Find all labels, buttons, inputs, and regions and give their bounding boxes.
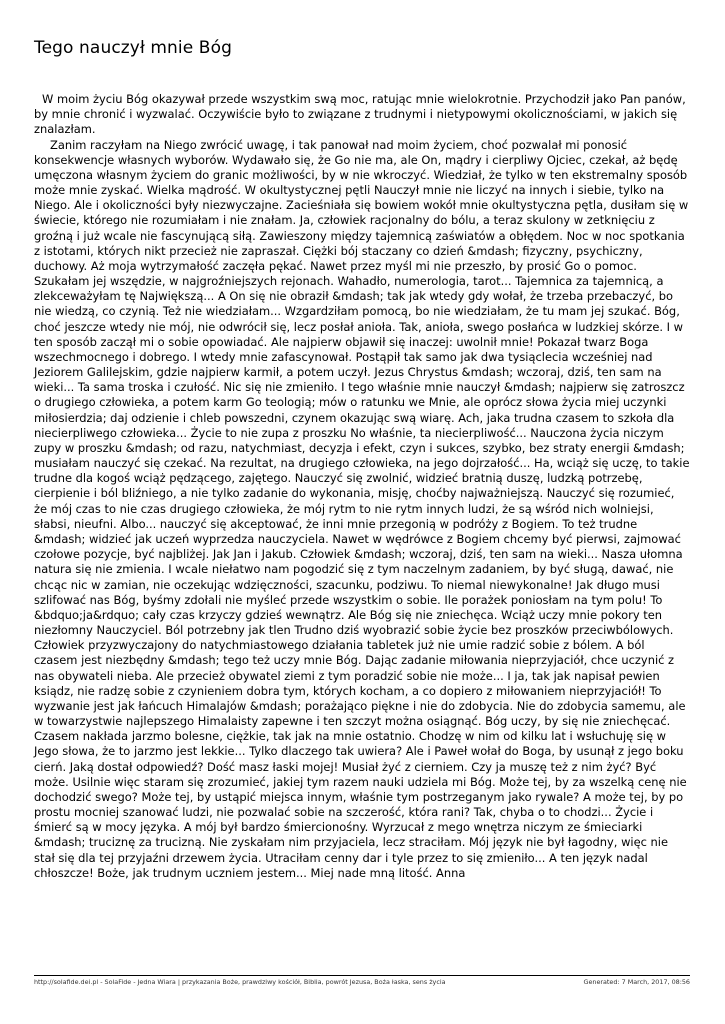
footer-source-link[interactable]: http://solafide.dei.pl - SolaFide - Jedna Wiara | przykazania Boże, prawdziwy kościół, Biblia, powrót Jezusa, Boża łaska, sens życia <box>34 978 446 986</box>
article-paragraph-1: W moim życiu Bóg okazywał przede wszystkim swą moc, ratując mnie wielokrotnie. Przychodził jako Pan panów, by mnie chronić i wyzwalać. Oczywiście było to związane z trudnymi i nietypowymi okolicznościami, w jakich się znalazłam. <box>34 92 686 137</box>
article-paragraph-2: Zanim raczyłam na Niego zwrócić uwagę, i tak panował nad moim życiem, choć pozwalał mi ponosić konsekwencje własnych wyborów. Wydawało się, że Go nie ma, ale On, mądry i cierpliwy Ojciec, czekał, aż będę umęczona własnym życiem do granic możliwości, by w nie wkroczyć. Wiedział, że tylko w ten ekstremalny sposób może mnie zyskać. Wielka mądrość. W okultystycznej pętli Nauczył mnie nie liczyć na innych i siebie, tylko na Niego. Ale i okoliczności były niezwyczajne. Zacieśniała się bowiem wokół mnie okultystyczna pętla, dusiłam się w świecie, którego nie rozumiałam i nie znałam. Ja, człowiek racjonalny do bólu, a teraz skulony w zetknięciu z groźną i już wcale nie fascynującą siłą. Zawieszony między tajemnicą zaświatów a obłędem. Noc w noc spotkania z istotami, których nikt przecież nie zapraszał. Ciężki bój staczany co dzień &mdash; fizyczny, psychiczny, duchowy. Aż moja wytrzymałość zaczęła pękać. Nawet przez myśl mi nie przeszło, by prosić Go o pomoc. Szukałam jej wszędzie, w najgroźniejszych rejonach. Wahadło, numerologia, tarot... Tajemnica za tajemnicą, a zlekceważyłam tę Największą... A On się nie obraził &mdash; tak jak wtedy gdy wołał, że trzeba przebaczyć, bo nie wiedzą, co czynią. Też nie wiedziałam... Wzgardziłam pomocą, bo nie wiedziałam, że tu mam jej szukać. Bóg, choć jeszcze wtedy nie mój, nie odwrócił się, lecz posłał anioła. Tak, anioła, swego posłańca w ludzkiej skórze. I w ten sposób zaczął mi o sobie opowiadać. Ale najpierw objawił się inaczej: uwolnił mnie! Pokazał twarz Boga wszechmocnego i dobrego. I wtedy mnie zafascynował. Postąpił tak samo jak dwa tysiąclecia wcześniej nad Jeziorem Galilejskim, gdzie najpierw karmił, a potem uczył. Jezus Chrystus &mdash; wczoraj, dziś, ten sam na wieki... Ta sama troska i czułość. Nic się nie zmieniło. I tego właśnie mnie nauczył &mdash; najpierw się zatroszcz o drugiego człowieka, a potem karm Go teologią; mów o ratunku we Mnie, ale oprócz słowa życia miej uczynki miłosierdzia; daj odzienie i chleb powszedni, czynem okazując swą wiarę. Ach, jaka trudna czasem to szkoła dla niecierpliwego człowieka... Życie to nie zupa z proszku No właśnie, ta niecierpliwość... Nauczona życia niczym zupy w proszku &mdash; od razu, natychmiast, decyzja i efekt, czyn i sukces, szybko, bez straty energii &mdash; musiałam nauczyć się czekać. Na rezultat, na drugiego człowieka, na jego dojrzałość... Ha, wciąż się uczę, to takie trudne dla kogoś wciąż pędzącego, zajętego. Nauczyć się zwolnić, widzieć bratnią duszę, ludzką potrzebę, cierpienie i ból bliźniego, a nie tylko zadanie do wykonania, misję, choćby najważniejszą. Nauczyć się rozumieć, że mój czas to nie czas drugiego człowieka, że mój rytm to nie rytm innych ludzi, że są wśród nich wolniejsi, słabsi, nieufni. Albo... nauczyć się akceptować, że inni mnie przegonią w podróży z Bogiem. To też trudne &mdash; widzieć jak uczeń wyprzedza nauczyciela. Nawet w wędrówce z Bogiem chcemy być pierwsi, zajmować czołowe pozycje, być najbliżej. Jak Jan i Jakub. Człowiek &mdash; wczoraj, dziś, ten sam na wieki... Nasza ułomna natura się nie zmienia. I wcale niełatwo nam pogodzić się z tym naczelnym zadaniem, by być sługą, dawać, nie chcąc nic w zamian, nie oczekując wdzięczności, szacunku, podziwu. To niemal niewykonalne! Jak długo musi szlifować nas Bóg, byśmy zdołali nie myśleć przede wszystkim o sobie. Ile porażek poniosłam na tym polu! To &bdquo;ja&rdquo; cały czas krzyczy gdzieś wewnątrz. Ale Bóg się nie zniechęca. Wciąż uczy mnie pokory ten niezłomny Nauczyciel. Ból potrzebny jak tlen Trudno dziś wyobrazić sobie życie bez proszków przeciwbólowych. Człowiek przyzwyczajony do natychmiastowego działania tabletek już nie umie radzić sobie z bólem. A ból czasem jest niezbędny &mdash; tego też uczy mnie Bóg. Dając zadanie miłowania nieprzyjaciół, chce uczynić z nas obywateli nieba. Ale przecież obywatel ziemi z tym poradzić sobie nie może... I ja, tak jak napisał pewien ksiądz, nie radzę sobie z czynieniem dobra tym, których kocham, a co dopiero z miłowaniem nieprzyjaciół! To wyzwanie jest jak łańcuch Himalajów &mdash; porażająco piękne i nie do zdobycia. Nie do zdobycia samemu, ale w towarzystwie najlepszego Himalaisty zapewne i ten szczyt można osiągnąć. Bóg uczy, by się nie zniechęcać. Czasem nakłada jarzmo bolesne, ciężkie, tak jak na mnie ostatnio. Chodzę w nim od kilku lat i wsłuchuję się w Jego słowa, że to jarzmo jest lekkie... Tylko dlaczego tak uwiera? Ale i Paweł wołał do Boga, by usunął z jego boku cierń. Jaką dostał odpowiedź? Dość masz łaski mojej! Musiał żyć z cierniem. Czy ja muszę też z nim żyć? Być może. Usilnie więc staram się zrozumieć, jakiej tym razem nauki udziela mi Bóg. Może tej, by za wszelką cenę nie dochodzić swego? Może tej, by ustąpić miejsca innym, właśnie tym postrzeganym jako rywale? A może tej, by po prostu mocniej szanować ludzi, nie pozwalać sobie na szczerość, która rani? Tak, chyba o to chodzi... Życie i śmierć są w mocy języka. A mój był bardzo śmiercionośny. Wyrzucał z mego wnętrza niczym ze śmieciarki &mdash; truciznę za trucizną. Nie zyskałam nim przyjaciela, lecz straciłam. Mój język nie był łagodny, więc nie stał się dla tej przyjaźni drzewem życia. Utraciłam cenny dar i tyle przez to się zmieniło... A ten język nadal chłoszcze! Boże, jak trudnym uczniem jestem... Miej nade mną litość. Anna <box>34 137 690 880</box>
article-title: Tego nauczył mnie Bóg <box>34 38 232 58</box>
article-body <box>34 92 690 881</box>
footer-generated-date: Generated: 7 March, 2017, 08:56 <box>583 978 690 986</box>
footer-divider <box>34 975 690 976</box>
